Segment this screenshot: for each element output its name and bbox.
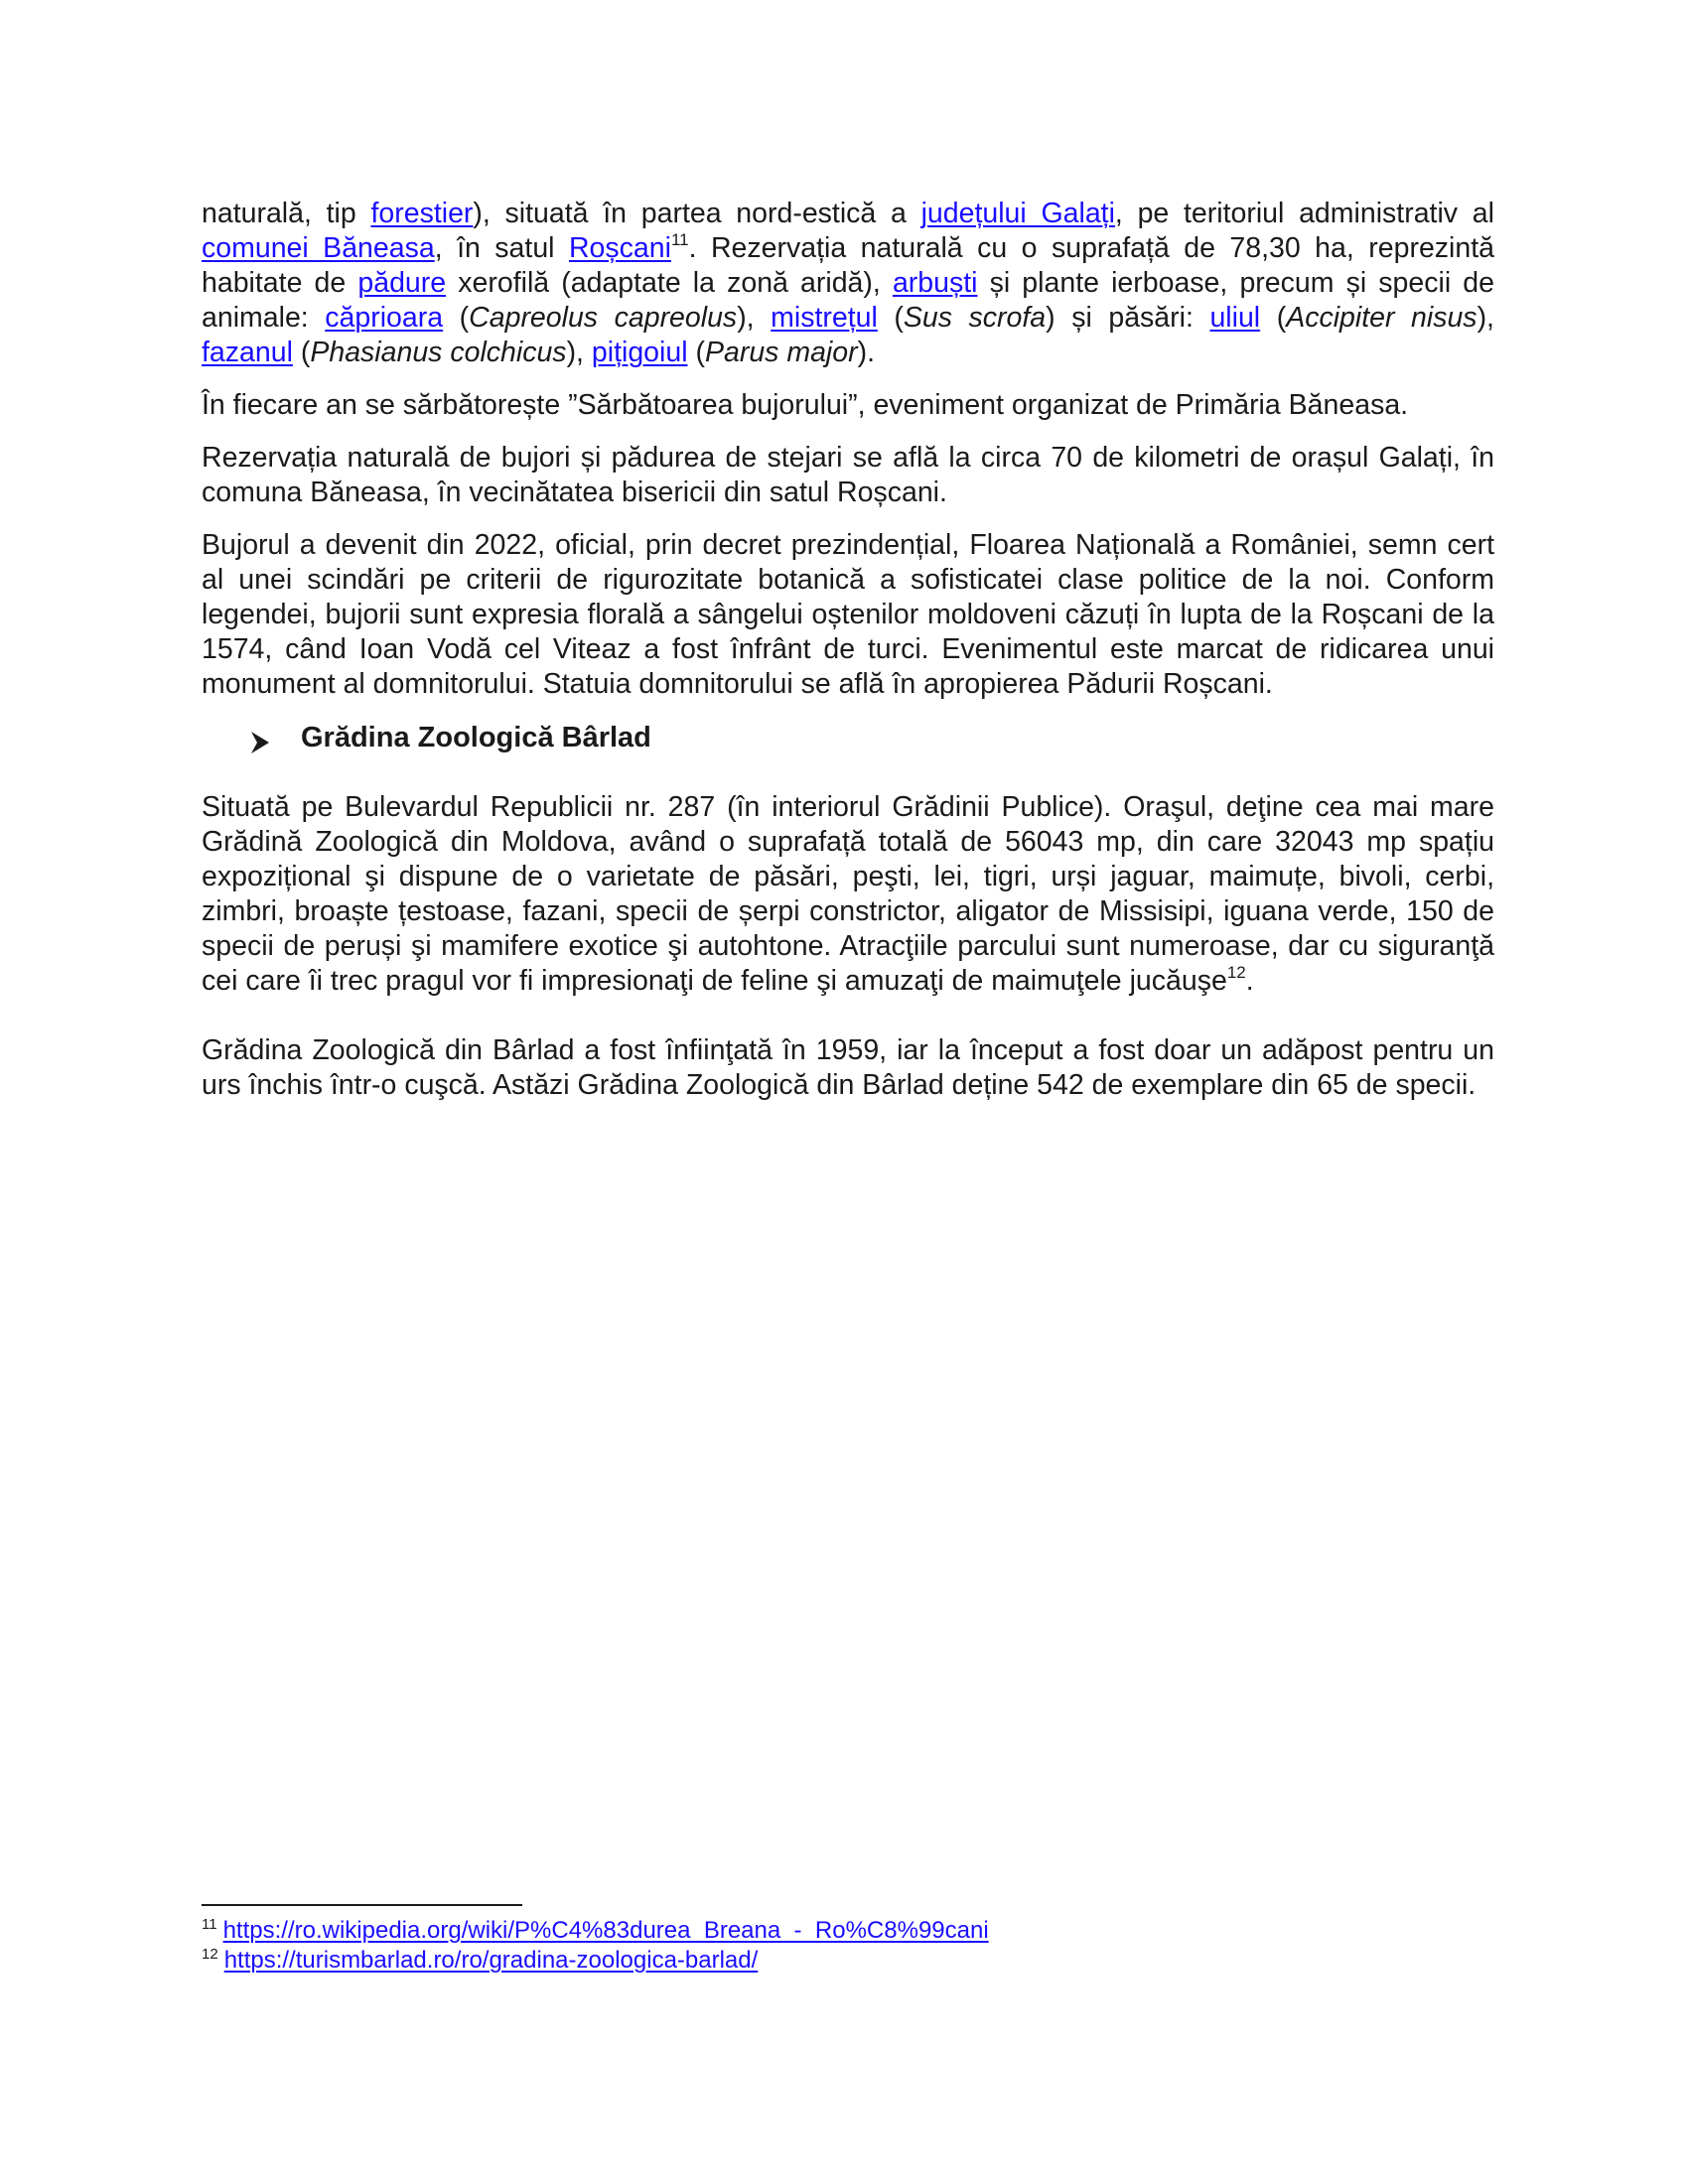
latin-name-phasianus: Phasianus colchicus	[310, 337, 567, 368]
footnote-12	[202, 1946, 1492, 1976]
latin-name-capreolus: Capreolus capreolus	[469, 302, 738, 334]
latin-name-parus: Parus major	[704, 337, 858, 368]
link-mistretul[interactable]: mistrețul	[771, 302, 878, 334]
paragraph-reservation-location: Rezervația naturală de bujori și pădurea de stejari se află la circa 70 de kilometri de orașul Galați, în comuna Băneasa, în vecinătatea bisericii din satul Roșcani.	[202, 442, 1494, 508]
footnotes-section	[202, 1904, 1492, 1976]
paragraph-peony-festival: În fiecare an se sărbătorește ”Sărbătoarea bujorului”, eveniment organizat de Primăria Băneasa.	[202, 389, 1409, 421]
link-forestier[interactable]: forestier	[370, 198, 474, 229]
link-fazanul[interactable]: fazanul	[202, 337, 293, 368]
link-uliul[interactable]: uliul	[1209, 302, 1261, 334]
latin-name-sus-scrofa: Sus scrofa	[903, 302, 1047, 334]
footnote-link-wikipedia[interactable]: https://ro.wikipedia.org/wiki/P%C4%83durea_Breana_-_Ro%C8%99cani	[222, 1917, 989, 1944]
document-body	[202, 197, 1494, 1121]
link-roscani[interactable]: Roșcani	[568, 232, 671, 264]
link-pitigoiul[interactable]: pițigoiul	[591, 337, 688, 368]
section-heading-zoo	[202, 720, 1494, 755]
paragraph-zoo-history: Grădina Zoologică din Bârlad a fost înfiinţată în 1959, iar la început a fost doar un adăpost pentru un urs închis într-o cuşcă. Astăzi Grădina Zoologică din Bârlad deține 542 de exemplare din 65 de specii.	[202, 1034, 1494, 1101]
footnote-ref-12[interactable]: 12	[1226, 962, 1246, 982]
latin-name-accipiter: Accipiter nisus	[1286, 302, 1477, 334]
footnote-link-turismbarlad[interactable]: https://turismbarlad.ro/ro/gradina-zoologica-barlad/	[223, 1947, 759, 1974]
footnote-ref-11[interactable]: 11	[670, 229, 689, 249]
paragraph-national-flower: Bujorul a devenit din 2022, oficial, prin decret prezindențial, Floarea Națională a României, semn cert al unei scindări pe criterii de rigurozitate botanică a sofisticatei clase politice de la noi. Conform legendei, bujorii sunt expresia florală a sângelui oștenilor moldoveni căzuți în lupta de la Roșcani de la 1574, când Ioan Vodă cel Viteaz a fost înfrânt de turci. Evenimentul este marcat de ridicarea unui monument al domnitorului. Statuia domnitorului se află în apropierea Pădurii Roșcani.	[202, 529, 1494, 700]
footnote-separator	[202, 1904, 522, 1906]
arrow-bullet-icon	[251, 727, 269, 749]
link-padure[interactable]: pădure	[357, 267, 447, 299]
link-caprioara[interactable]: căprioara	[325, 302, 444, 334]
link-judetul-galati[interactable]: județului Galați	[920, 198, 1115, 229]
paragraph-reservation-description: naturală, tip forestier), situată în partea nord-estică a județului Galați, pe teritoriul administrativ al comunei Băneasa, în satul Roșcani$^{11}$. Rezervația naturală cu o suprafață de 78,30 ha, reprezintă habitate de pădure xerofilă (adaptate la zonă aridă), arbuști și plante ierboase, precum și specii de animale: căprioara (Capreolus capreolus), mistrețul (Sus scrofa) și păsări: uliul (Accipiter nisus), fazanul (Phasianus colchicus), pițigoiul (Parus major).	[202, 198, 1494, 368]
link-arbusti[interactable]: arbuști	[892, 267, 978, 299]
link-comunei-baneasa[interactable]: comunei Băneasa	[202, 232, 435, 264]
paragraph-zoo-description: Situată pe Bulevardul Republicii nr. 287 (în interiorul Grădinii Publice). Oraşul, deţine cea mai mare Grădină Zoologică din Moldova, având o suprafață totală de 56043 mp, din care 32043 mp spațiu expozițional şi dispune de o varietate de păsări, peşti, lei, tigri, urși jaguar, maimuțe, bivoli, cerbi, zimbri, broaște țestoase, fazani, specii de șerpi constrictor, aligator de Missisipi, iguana verde, 150 de specii de peruși şi mamifere exotice şi autohtone. Atracţiile parcului sunt numeroase, dar cu siguranţă cei care îi trec pragul vor fi impresionaţi de feline şi amuzaţi de maimuţele jucăuşe$^{12}$.	[202, 791, 1494, 997]
footnote-number: 11	[202, 1916, 217, 1933]
footnote-number: 12	[202, 1946, 218, 1963]
footnote-11	[202, 1916, 1492, 1946]
section-heading-title: Grădina Zoologică Bârlad	[301, 722, 651, 753]
